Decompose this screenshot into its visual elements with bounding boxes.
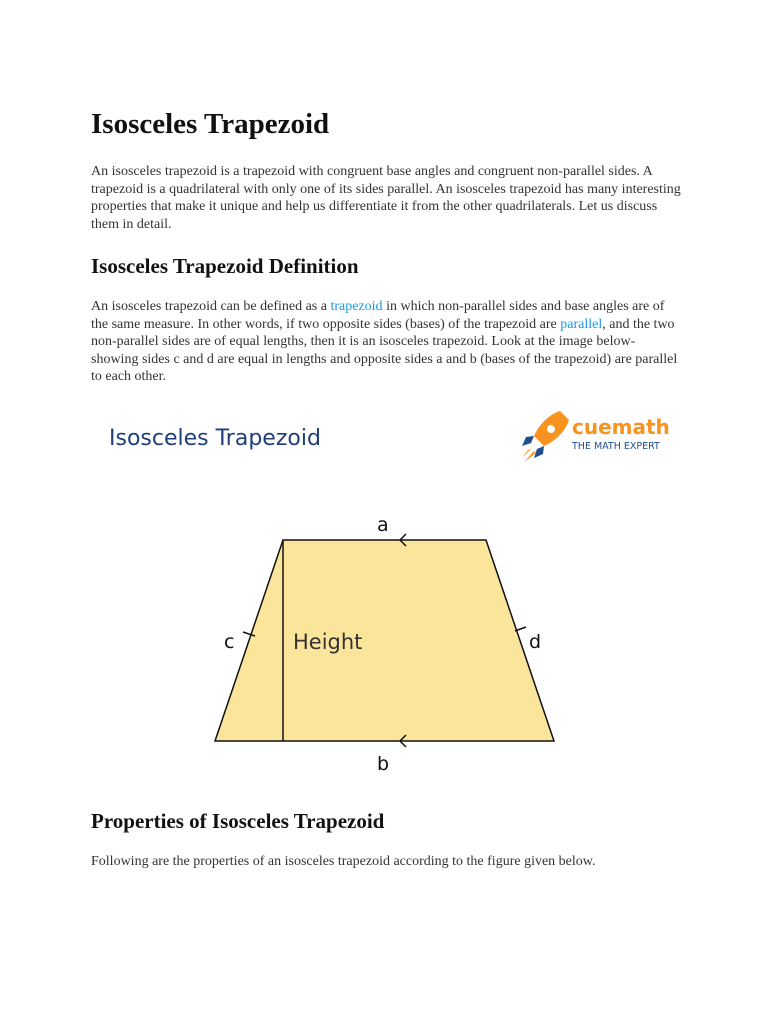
parallel-link[interactable]: parallel [560,316,603,332]
trapezoid-link[interactable]: trapezoid [330,299,383,314]
intro-paragraph: An isosceles trapezoid is a trapezoid with congruent base angles and congruent non-parallel sides. A trapezoid is a quadrilateral with only one of its sides parallel. An isosceles trapezoid has many interesting properties that make it unique and help us differentiate it from the other quadrilaterals. Let us discuss them in detail. [91,164,681,232]
trapezoid-shape [215,540,554,741]
label-b: b [377,753,390,775]
properties-intro: Following are the properties of an isosceles trapezoid according to the figure given below. [91,854,596,869]
label-height: Height [293,630,363,654]
definition-text-2: in which non-parallel sides and base angles are of the same measure. In other words, if two opposite sides (bases) of the trapezoid are [91,299,665,332]
definition-text-1: An isosceles trapezoid can be defined as a [91,299,331,314]
definition-heading: Isosceles Trapezoid Definition [91,254,359,278]
trapezoid-diagram [90,400,690,790]
brand-tagline: THE MATH EXPERT [572,441,660,452]
definition-paragraph [91,298,681,386]
definition-text-3: , and the two non-parallel sides are of equal lengths, then it is an isosceles trapezoid. Look at the image below-showing sides c and d are equal in lengths and opposite sides a and b (bases of the trapezoid) are parallel to each other. [91,316,678,384]
label-c: c [224,631,235,653]
rocket-icon [522,411,569,462]
label-d: d [529,631,542,653]
label-a: a [377,514,389,536]
page-title: Isosceles Trapezoid [91,108,330,140]
figure-title: Isosceles Trapezoid [109,426,321,451]
brand-name: cuemath [572,415,670,439]
properties-heading: Properties of Isosceles Trapezoid [91,809,385,833]
trapezoid-figure [90,400,690,790]
